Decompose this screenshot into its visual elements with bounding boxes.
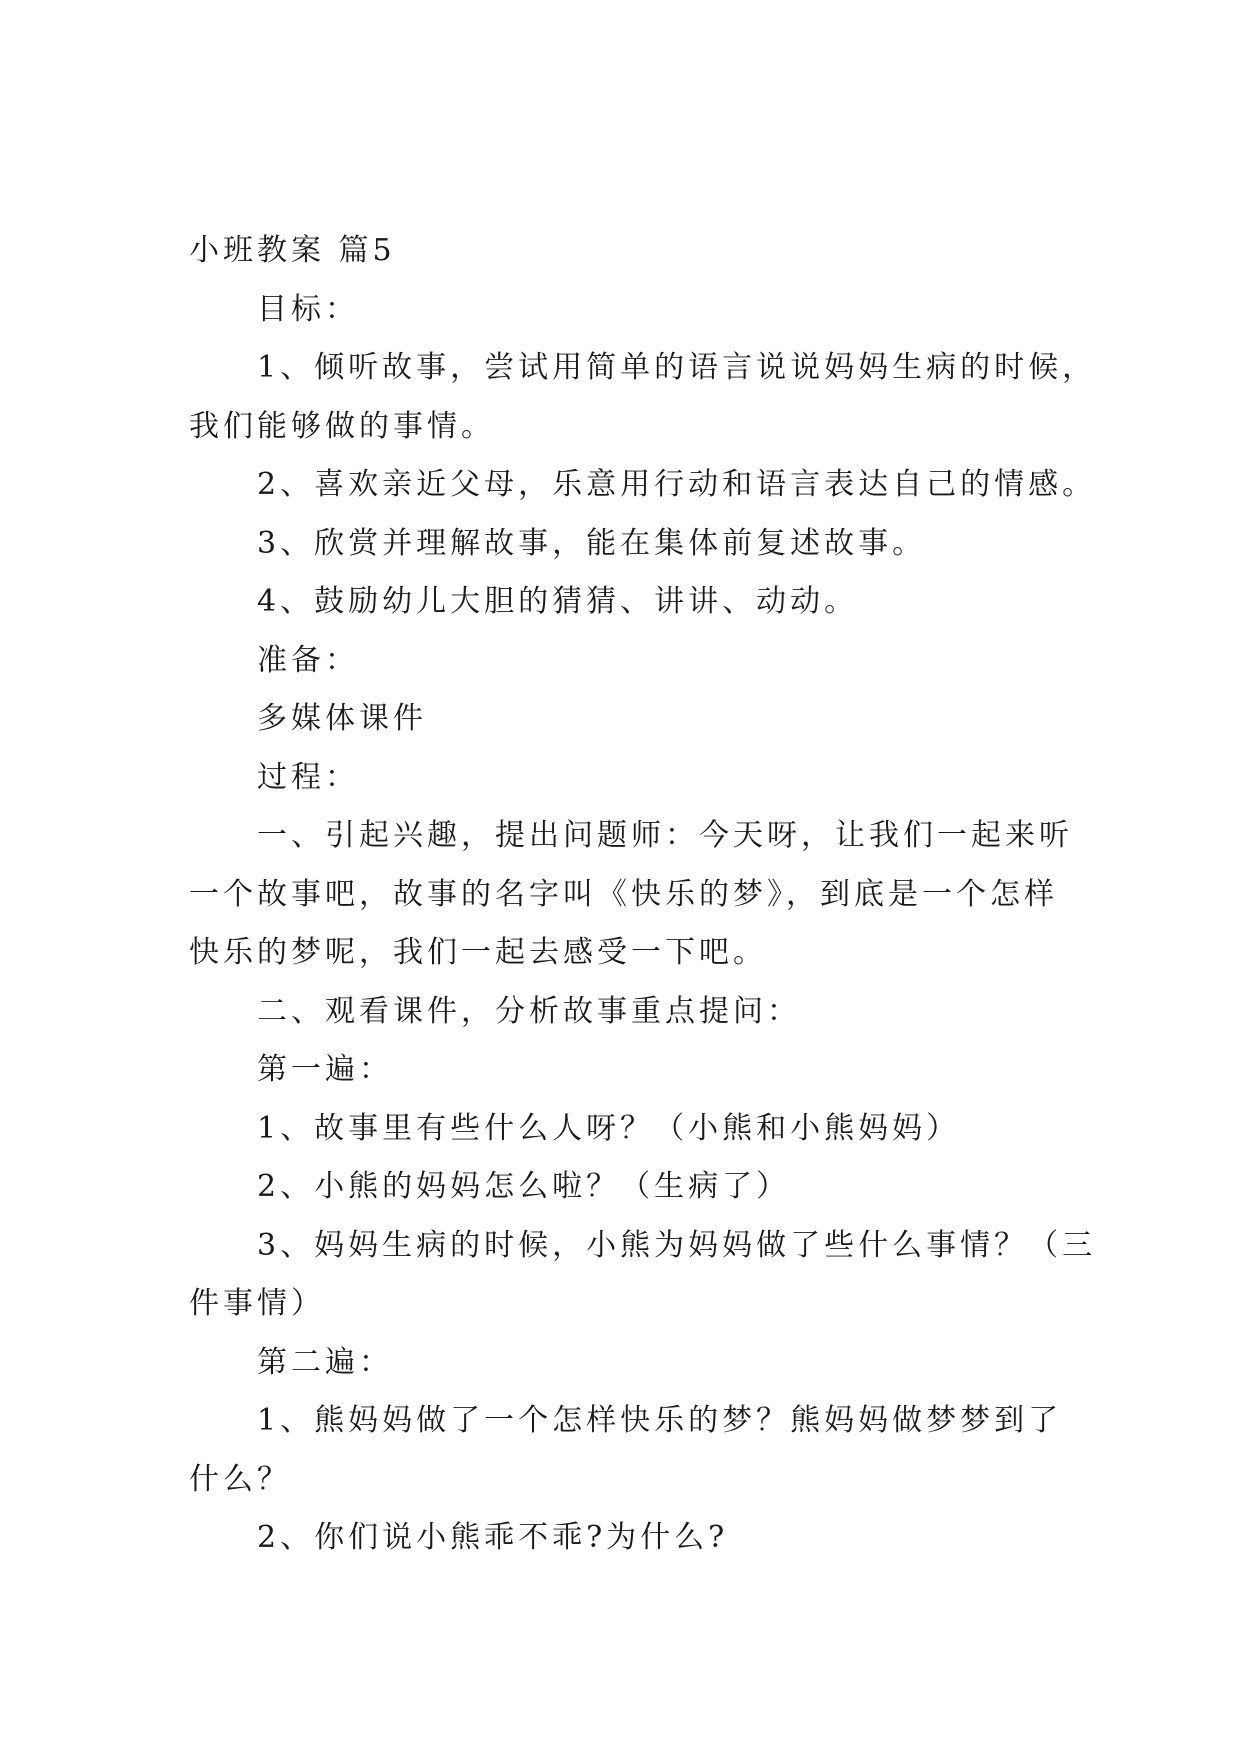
subheading-second-pass: 第二遍： [257, 1344, 393, 1380]
document-title: 小班教案 篇5 [189, 233, 396, 268]
paragraph-line: 2、喜欢亲近父母，乐意用行动和语言表达自己的情感。 [257, 467, 1097, 502]
section-heading-goals: 目标： [257, 291, 359, 327]
paragraph-line: 3、欣赏并理解故事，能在集体前复述故事。 [257, 525, 927, 561]
paragraph-line: 2、小熊的妈妈怎么啦？（生病了） [257, 1169, 791, 1204]
paragraph-line: 多媒体课件 [257, 701, 427, 736]
paragraph-line: 一个故事吧，故事的名字叫《快乐的梦》，到底是一个怎样 [189, 876, 1058, 912]
paragraph-line: 一、引起兴趣，提出问题师：今天呀，让我们一起来听 [257, 818, 1073, 853]
paragraph-line: 2、你们说小熊乖不乖?为什么? [257, 1520, 729, 1555]
section-heading-preparation: 准备： [257, 642, 359, 678]
paragraph-line: 4、鼓励幼儿大胆的猜猜、讲讲、动动。 [257, 584, 859, 619]
paragraph-line: 什么？ [189, 1461, 291, 1497]
paragraph-line: 1、故事里有些什么人呀？（小熊和小熊妈妈） [257, 1110, 961, 1146]
paragraph-line: 1、熊妈妈做了一个怎样快乐的梦？熊妈妈做梦梦到了 [257, 1403, 1063, 1438]
paragraph-line: 1、倾听故事，尝试用简单的语言说说妈妈生病的时候， [257, 350, 1097, 385]
document-body [189, 222, 1097, 1568]
paragraph-line: 二、观看课件，分析故事重点提问： [257, 993, 801, 1029]
paragraph-line: 3、妈妈生病的时候，小熊为妈妈做了些什么事情？（三 [257, 1227, 1097, 1263]
subheading-first-pass: 第一遍： [257, 1052, 393, 1087]
paragraph-line: 件事情） [189, 1286, 325, 1321]
section-heading-process: 过程： [257, 759, 359, 795]
paragraph-line: 快乐的梦呢，我们一起去感受一下吧。 [189, 935, 767, 970]
paragraph-line: 我们能够做的事情。 [189, 408, 495, 444]
